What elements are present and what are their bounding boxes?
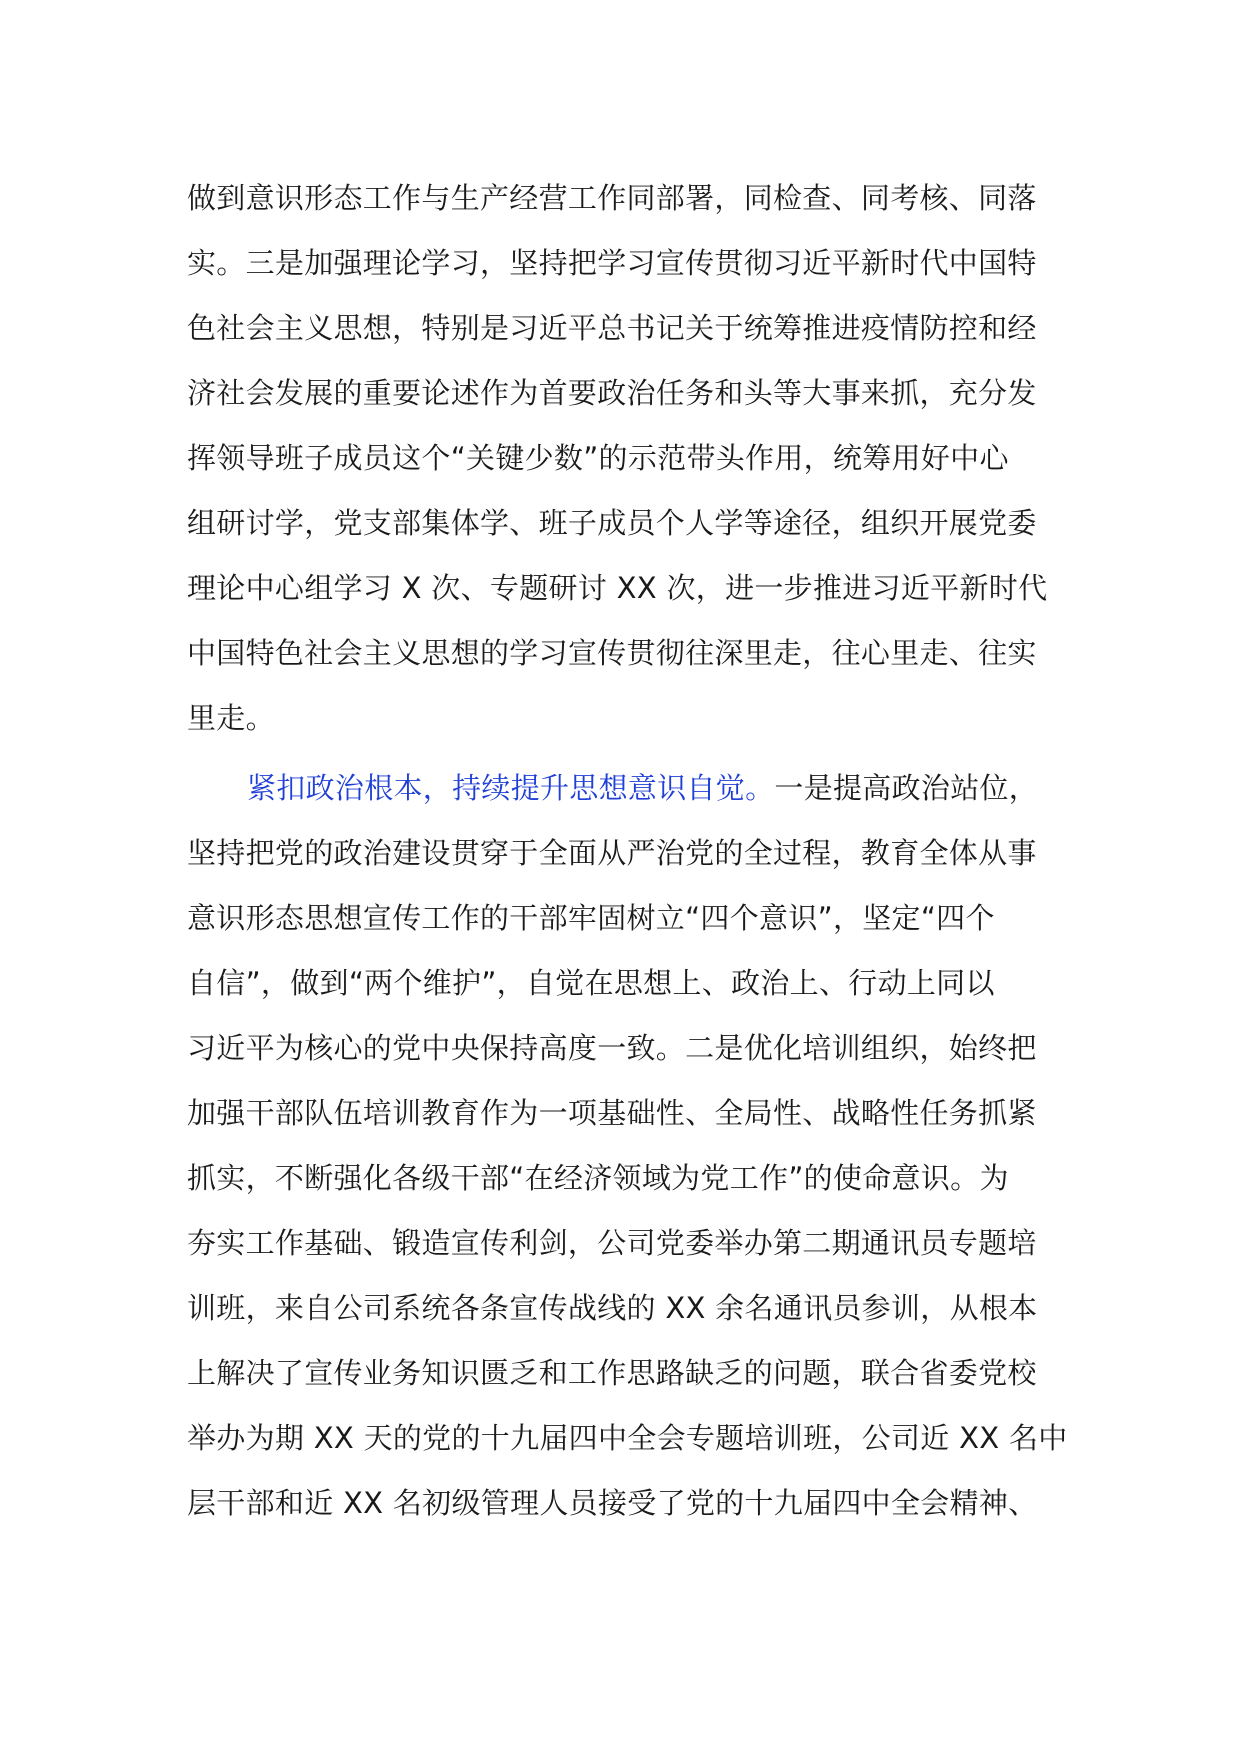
paragraph-line: 济社会发展的重要论述作为首要政治任务和头等大事来抓，充分发	[187, 376, 1037, 410]
paragraph-line: 训班，来自公司系统各条宣传战线的 XX 余名通讯员参训，从根本	[187, 1291, 1038, 1325]
paragraph-line: 组研讨学，党支部集体学、班子成员个人学等途径，组织开展党委	[187, 506, 1037, 540]
first-line-text: 一是提高政治站位，	[774, 771, 1039, 805]
paragraph-line: 做到意识形态工作与生产经营工作同部署，同检查、同考核、同落	[187, 181, 1037, 215]
paragraph-line: 中国特色社会主义思想的学习宣传贯彻往深里走，往心里走、往实	[187, 636, 1037, 670]
paragraph-line: 上解决了宣传业务知识匮乏和工作思路缺乏的问题，联合省委党校	[187, 1356, 1037, 1390]
paragraph-line: 意识形态思想宣传工作的干部牢固树立“四个意识”，坚定“四个	[187, 901, 995, 935]
paragraph-line: 层干部和近 XX 名初级管理人员接受了党的十九届四中全会精神、	[187, 1486, 1038, 1520]
paragraph-line: 抓实，不断强化各级干部“在经济领域为党工作”的使命意识。为	[187, 1161, 1009, 1195]
paragraph-line: 夯实工作基础、锻造宣传利剑，公司党委举办第二期通讯员专题培	[187, 1226, 1037, 1260]
paragraph-line: 挥领导班子成员这个“关键少数”的示范带头作用，统筹用好中心	[187, 441, 1009, 475]
paragraph-1	[187, 166, 1067, 751]
paragraph-line: 举办为期 XX 天的党的十九届四中全会专题培训班，公司近 XX 名中	[187, 1421, 1068, 1455]
paragraph-line: 坚持把党的政治建设贯穿于全面从严治党的全过程，教育全体从事	[187, 836, 1037, 870]
paragraph-line: 理论中心组学习 X 次、专题研讨 XX 次，进一步推进习近平新时代	[187, 571, 1048, 605]
paragraph-line: 自信”，做到“两个维护”，自觉在思想上、政治上、行动上同以	[187, 966, 995, 1000]
paragraph-line: 习近平为核心的党中央保持高度一致。二是优化培训组织，始终把	[187, 1031, 1037, 1065]
paragraph-line: 色社会主义思想，特别是习近平总书记关于统筹推进疫情防控和经	[187, 311, 1037, 345]
paragraph-first-line	[187, 756, 1067, 821]
paragraph-line: 里走。	[187, 701, 275, 735]
paragraph-line: 实。三是加强理论学习，坚持把学习宣传贯彻习近平新时代中国特	[187, 246, 1037, 280]
paragraph-line: 加强干部队伍培训教育作为一项基础性、全局性、战略性任务抓紧	[187, 1096, 1037, 1130]
paragraph-2	[187, 756, 1067, 1536]
section-heading: 紧扣政治根本，持续提升思想意识自觉。	[247, 771, 775, 805]
